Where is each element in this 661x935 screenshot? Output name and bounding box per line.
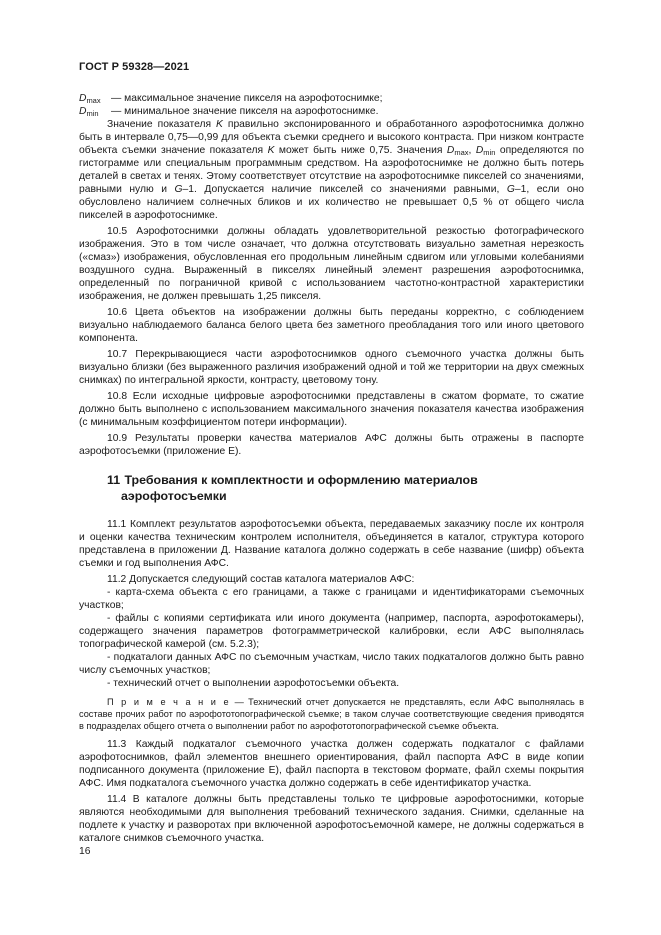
- section-title-line2: аэрофотосъемки: [121, 489, 227, 503]
- paragraph-k-value: Значение показателя K правильно экспонированного и обработанного аэрофотоснимка должно быть в интервале 0,75—0,99 для объекта съемки среднего и высокого контраста. При низком контрасте объекта съемки значение показателя K может быть ниже 0,75. Значения $D_{max}$, $D_{min}$ определяются по гистограмме или специальным программным средством. На аэрофотоснимке не должно быть потерь деталей в светах и тенях. Этому соответствует отсутствие на аэрофотоснимке пикселей со значениями, равными нулю и G–1. Допускается наличие пикселей со значениями равными, G–1, если оно обусловлено наличием солнечных бликов и их количество не превышает 0,5 % от общего числа пикселей в аэрофотоснимке.: [79, 119, 585, 221]
- standard-header: ГОСТ Р 59328—2021: [79, 61, 190, 73]
- note-label: П р и м е ч а н и е: [107, 697, 231, 707]
- definition-symbol: $D_{max}$: [79, 93, 101, 105]
- note: [79, 696, 584, 732]
- document-body: [79, 92, 584, 845]
- list-item: - технический отчет о выполнении аэрофотосъемки объекта.: [107, 678, 400, 689]
- note-text: — Технический отчет допускается не представлять, если АФС выполнялась в составе прочих работ по аэрофототопографической съемке; в таком случае соответствующие сведения приводятся в подразделах общего отчета о выполнении работ по аэрофототопографической съемке объекта.: [79, 697, 585, 731]
- page-number: 16: [79, 846, 91, 857]
- paragraph-10-5: 10.5 Аэрофотоснимки должны обладать удовлетворительной резкостью фотографического изображения. Это в том числе означает, что должна отсутствовать визуально заметная нерезкость («смаз») изображения, обусловленная его продольным линейным сдвигом или угловыми колебаниями воздушного судна. Выраженный в пикселях линейный элемент разрешения аэрофотоснимка, определенный по пограничной кривой с использованием частотно-контрастной характеристики изображения, не должен превышать 1,25 пикселя.: [79, 226, 584, 302]
- list-item: - карта-схема объекта с его границами, а также с границами и идентификаторами съемочных участков;: [79, 587, 584, 611]
- definition-symbol: $D_{min}$: [79, 106, 99, 118]
- section-11-heading: [79, 472, 584, 504]
- definition-dmin: [79, 105, 584, 118]
- paragraph-11-2: 11.2 Допускается следующий состав каталога материалов АФС:: [107, 574, 415, 585]
- paragraph-10-9: 10.9 Результаты проверки качества материалов АФС должны быть отражены в паспорте аэрофотосъемки (приложение Е).: [79, 433, 584, 457]
- definition-text: — максимальное значение пикселя на аэрофотоснимке;: [111, 93, 383, 104]
- paragraph-10-7: 10.7 Перекрывающиеся части аэрофотоснимков одного съемочного участка должны быть визуально близки (без выраженного различия изображений одной и той же территории на двух смежных снимках) по интегральной яркости, контрасту, цветовому тону.: [79, 349, 584, 386]
- paragraph-10-6: 10.6 Цвета объектов на изображении должны быть переданы корректно, с соблюдением визуально наблюдаемого баланса белого цвета без заметного преобладания того или иного цветового компонента.: [79, 307, 584, 344]
- definition-dmax: [79, 92, 584, 105]
- definition-text: — минимальное значение пикселя на аэрофотоснимке.: [111, 106, 379, 117]
- paragraph-11-3: 11.3 Каждый подкаталог съемочного участка должен содержать подкаталог с файлами аэрофотоснимков, файл элементов внешнего ориентирования, файл паспорта АФС в виде копии подписанного документа (приложение Е), файл паспорта в текстовом формате, файл схемы покрытия АФС. Имя подкаталога съемочного участка должно содержать в себе идентификатор участка.: [79, 739, 584, 789]
- paragraph-11-1: 11.1 Комплект результатов аэрофотосъемки объекта, передаваемых заказчику после их контроля и оценки качества техническим контролем исполнителя, объединяется в каталог, структура которого представлена в приложении Д. Название каталога должно содержать в себе название (шифр) объекта съемки и год выполнения АФС.: [79, 519, 584, 569]
- paragraph-10-8: 10.8 Если исходные цифровые аэрофотоснимки представлены в сжатом формате, то сжатие должно быть выполнено с использованием максимального значения показателя качества изображения (с минимальным коэффициентом потери информации).: [79, 391, 584, 428]
- section-number: 11: [107, 473, 121, 487]
- paragraph-11-4: 11.4 В каталоге должны быть представлены только те цифровые аэрофотоснимки, которые являются необходимыми для выполнения требований технического задания. Снимки, сделанные на подлете к участку и разворотах при включенной аэрофотосъемочной камере, не должны содержаться в каталоге снимков съемочного участка.: [79, 794, 584, 844]
- section-title-line1: Требования к комплектности и оформлению материалов: [124, 473, 478, 487]
- list-item: - подкаталоги данных АФС по съемочным участкам, число таких подкаталогов должно быть равно числу съемочных участков;: [79, 652, 584, 676]
- list-item: - файлы с копиями сертификата или иного документа (например, паспорта, аэрофотокамеры), содержащего значения параметров фотограмметрической калибровки, если АФС выполнялась топографической камерой (см. 5.2.3);: [79, 613, 584, 650]
